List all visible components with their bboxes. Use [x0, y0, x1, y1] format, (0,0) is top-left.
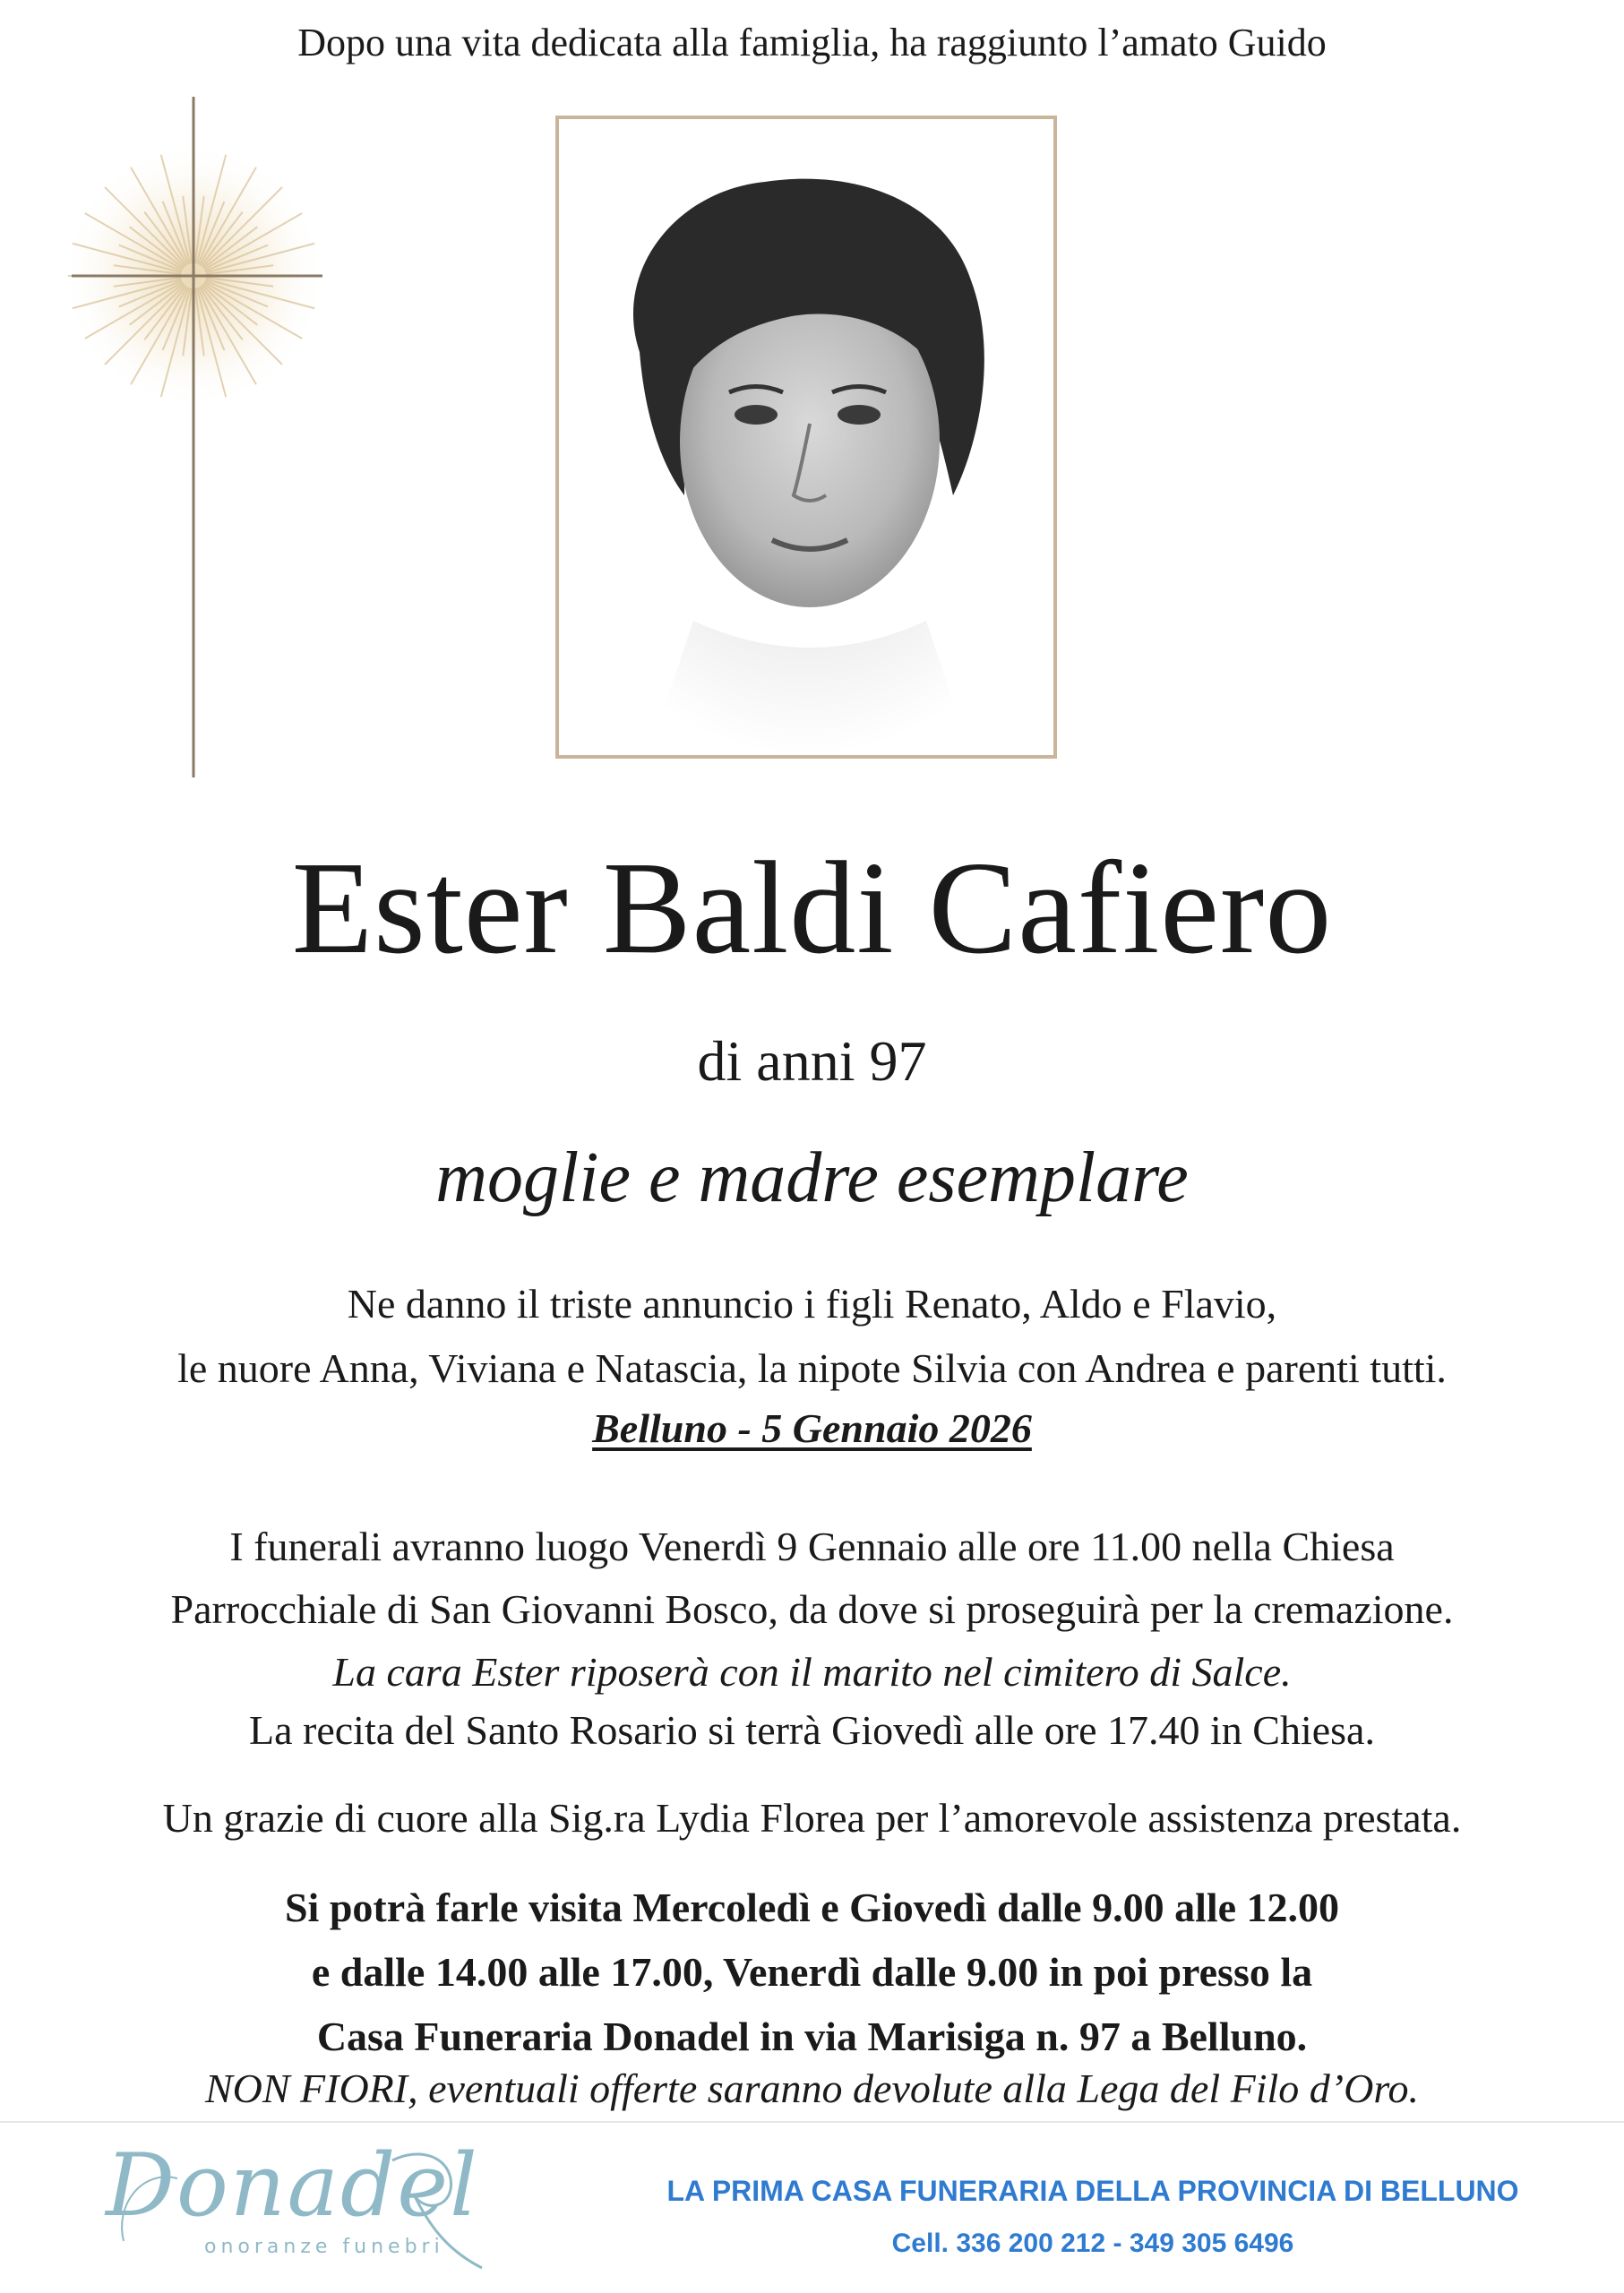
portrait-frame	[555, 116, 1057, 759]
announcement-line: Ne danno il triste annuncio i figli Renato, Aldo e Flavio,	[347, 1281, 1277, 1327]
epithet-text: moglie e madre esemplare	[435, 1138, 1189, 1217]
age-text: di anni 97	[697, 1029, 927, 1093]
announcement-line: le nuore Anna, Viviana e Natascia, la nipote Silvia con Andrea e parenti tutti.	[177, 1345, 1447, 1391]
footer-phone: Cell. 336 200 212 - 349 305 6496	[891, 2229, 1294, 2258]
footer-divider	[0, 2121, 1624, 2123]
donadel-logo	[106, 2135, 500, 2277]
visit-block	[0, 1876, 1624, 2069]
funeral-line: Parrocchiale di San Giovanni Bosco, da dove si proseguirà per la cremazione.	[170, 1586, 1454, 1632]
portrait-photo	[559, 119, 1053, 755]
visit-line: Si potrà farle visita Mercoledì e Giovedì dalle 9.00 alle 12.00	[284, 1885, 1340, 1930]
intro-text: Dopo una vita dedicata alla famiglia, ha raggiunto l’amato Guido	[297, 21, 1327, 64]
place-date-text: Belluno - 5 Gennaio 2026	[592, 1405, 1032, 1451]
funeral-line: I funerali avranno luogo Venerdì 9 Gennaio alle ore 11.00 nella Chiesa	[229, 1524, 1395, 1569]
flowers-note: NON FIORI, eventuali offerte saranno devolute alla Lega del Filo d’Oro.	[204, 2065, 1420, 2111]
footer-tagline: LA PRIMA CASA FUNERARIA DELLA PROVINCIA DI BELLUNO	[666, 2175, 1519, 2207]
visit-line: e dalle 14.00 alle 17.00, Venerdì dalle 9.00 in poi presso la	[311, 1949, 1313, 1995]
announcement-block	[0, 1272, 1624, 1401]
deceased-name: Ester Baldi Cafiero	[291, 835, 1333, 982]
thanks-text: Un grazie di cuore alla Sig.ra Lydia Florea per l’amorevole assistenza prestata.	[162, 1795, 1462, 1841]
visit-line: Casa Funeraria Donadel in via Marisiga n. 97 a Belluno.	[316, 2014, 1308, 2059]
logo-subtitle: onoranze funebri	[204, 2236, 444, 2258]
starburst-cross-icon	[36, 97, 358, 777]
place-date	[0, 1404, 1624, 1452]
logo-wordmark: Donadel	[106, 2135, 479, 2236]
funeral-block	[0, 1516, 1624, 1704]
rosary-text: La recita del Santo Rosario si terrà Giovedì alle ore 17.40 in Chiesa.	[249, 1707, 1375, 1753]
burial-note: La cara Ester riposerà con il marito nel cimitero di Salce.	[332, 1649, 1292, 1695]
